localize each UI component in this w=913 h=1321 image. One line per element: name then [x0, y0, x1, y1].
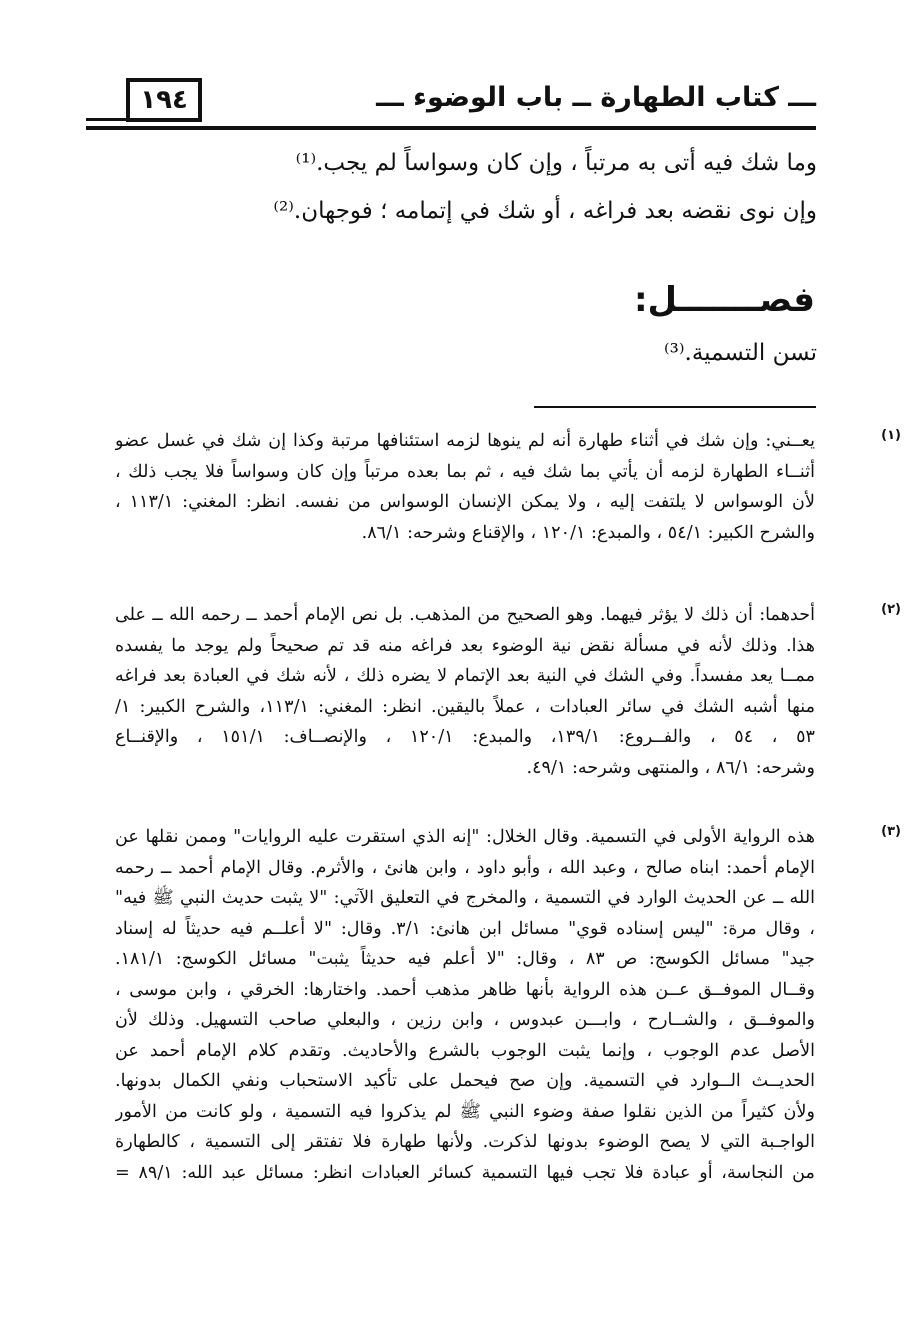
footnote-line: ممــا يعد مفسداً. وفي الشك في النية بعد الإتمام لا يضره ذلك ، لأنه شك في العبادة بعد فراغه — [115, 666, 815, 686]
footnote-line: ، وقال مرة: "ليس إسناده قوي" مسائل ابن هانئ: ٣/١. وقال: "لا أعلــم فيه حديثاً له إسناد — [115, 918, 815, 939]
footnote-1 — [115, 426, 901, 548]
footnote-line: والموفــق ، والشــارح ، وابـــن عبدوس ، وابن رزين ، والبعلي صاحب التسهيل. وذلك لأن — [115, 1010, 815, 1030]
footnote-2 — [115, 600, 901, 783]
footnote-line: منها أشبه الشك في سائر العبادات ، عملاً باليقين. انظر: المغني: ١١٣/١، والشرح الكبير: ١/ — [115, 696, 815, 717]
footnote-line: الأصل عدم الوجوب ، وإنما يثبت الوجوب بالشرع والأحاديث. وتقدم كلام الإمام أحمد عن — [115, 1040, 815, 1061]
footnote-line: الواجـبة التي لا يصح الوضوء بدونها لذكرت. ولأنها طهارة فلا تفتقر إلى التسمية ، كالطهارة — [115, 1132, 815, 1152]
footnote-line: الإمام أحمد: ابناه صالح ، وعبد الله ، وأبو داود ، وابن هانئ ، والأثرم. وقال الإمام أحمد ــ رحمه — [115, 857, 815, 878]
footnote-line: هذا. وذلك لأنه في مسألة نقض نية الوضوء بعد فراغه منه قد تم صحيحاً ولم يوجد ما يفسده — [115, 635, 815, 656]
main-text-line-2: وإن نوى نقضه بعد فراغه ، أو شك في إتمامه ؛ فوجهان.⁽²⁾ — [273, 198, 817, 224]
footnote-line: هذه الرواية الأولى في التسمية. وقال الخلال: "إنه الذي استقرت عليه الروايات" وممن نقلها عن — [115, 827, 815, 847]
main-text-line-1: وما شك فيه أتى به مرتباً ، وإن كان وسواساً لم يجب.⁽¹⁾ — [295, 150, 817, 176]
footnote-line: الحديــث الــوارد في التسمية. وإن صح فيحمل على تأكيد الاستحباب ونفي الكمال بدونها. — [115, 1071, 815, 1091]
section-heading: فصـــــــل: — [633, 280, 815, 320]
footnote-line: ٥٣ ، ٥٤ ، والفــروع: ١٣٩/١، والمبدع: ١٢٠/١ ، والإنصــاف: ١٥١/١ ، والإقنــاع — [115, 727, 815, 747]
footnote-line: وشرحه: ٨٦/١ ، والمنتهى وشرحه: ٤٩/١. — [526, 757, 815, 778]
footnote-marker: (٢) — [881, 602, 901, 617]
header-rule — [86, 126, 816, 130]
footnote-line: يعــني: وإن شك في أثناء طهارة أنه لم ينوها لزمه استئنافها مرتبة وكذا إن شك في غسل عضو — [115, 431, 815, 451]
footnote-line: أحدهما: أن ذلك لا يؤثر فيهما. وهو الصحيح من المذهب. بل نص الإمام أحمد ــ رحمه الله ــ على — [115, 605, 815, 625]
footnote-line: لأن الوسواس لا يلتفت إليه ، ولا يمكن الإنسان الوسواس من نفسه. انظر: المغني: ١١٣/١ ، — [115, 492, 815, 512]
page-number: ١٩٤ — [126, 78, 202, 122]
section-text-line: تسن التسمية.⁽³⁾ — [663, 340, 817, 366]
header-rule-short — [86, 118, 126, 121]
footnote-line: وقــال الموفــق عــن هذه الرواية بأنها ظاهر مذهب أحمد. واختارها: الخرقي ، وابن موسى ، — [115, 979, 815, 1000]
footnote-line: أثنــاء الطهارة لزمه أن يأتي بما شك فيه ، ثم بما بعده مرتباً وإن كان وسواساً فلا يجب ذلك ، — [115, 461, 815, 482]
footnote-3 — [115, 822, 901, 1188]
footnote-line: الله ــ عن الحديث الوارد في التسمية ، والمخرج في التعليق الآتي: "لا يثبت حديث النبي ﷺ فيه" — [115, 888, 815, 908]
footnote-line: والشرح الكبير: ٥٤/١ ، والمبدع: ١٢٠/١ ، والإقناع وشرحه: ٨٦/١. — [361, 522, 815, 543]
footnote-marker: (٣) — [881, 824, 901, 839]
footnote-marker: (١) — [881, 428, 901, 443]
footnote-line: جيد" مسائل الكوسج: ص ٨٣ ، وقال: "لا أعلم فيه حديثاً يثبت" مسائل الكوسج: ١٨١/١. — [115, 949, 815, 969]
header-title: ـــ كتاب الطهارة ــ باب الوضوء ـــ — [376, 82, 816, 113]
footnote-separator — [534, 406, 816, 408]
footnote-line: ولأن كثيراً من الذين نقلوا صفة وضوء النبي ﷺ لم يذكروا فيه التسمية ، ولو كانت من الأمور — [115, 1101, 815, 1122]
footnote-line: من النجاسة، أو عبادة فلا تجب فيها التسمية كسائر العبادات انظر: مسائل عبد الله: ٨٩/١ = — [115, 1162, 815, 1183]
running-header — [86, 72, 816, 134]
